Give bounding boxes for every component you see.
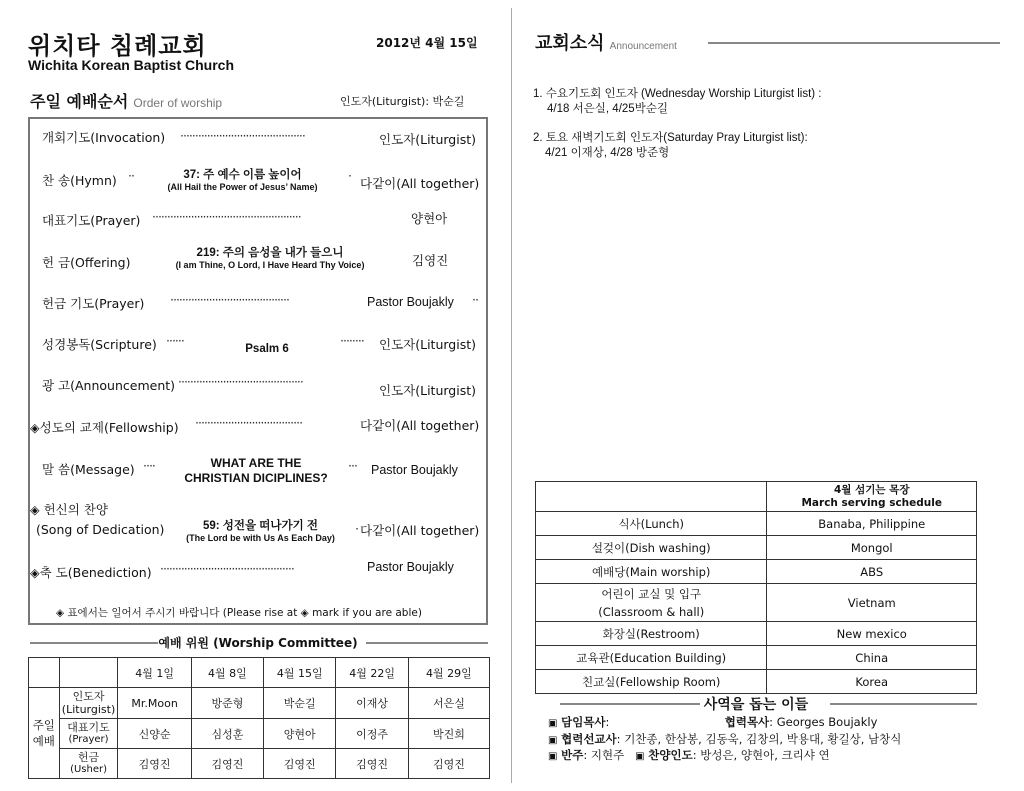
leader-dots: ·· xyxy=(128,168,134,183)
hymn-title: 37: 주 예수 이름 높이어 (All Hail the Power of Jesus’ Name) xyxy=(167,169,318,192)
table-row xyxy=(29,658,490,688)
divider-line xyxy=(366,642,488,644)
order-item-scripture-leader: 인도자(Liturgist) xyxy=(379,337,476,352)
order-item-prayer-leader: 양현아 xyxy=(411,211,448,226)
table-row: 화장실(Restroom) New mexico xyxy=(536,622,977,646)
table-row xyxy=(536,482,977,512)
table-row: 친교실(Fellowship Room) Korea xyxy=(536,670,977,694)
leader-dots: · xyxy=(348,168,351,183)
dedication-hymn-title: 59: 성전을 떠나가기 전 (The Lord be with Us As Each Day) xyxy=(186,520,335,543)
order-item-invocation: 개회기도(Invocation) xyxy=(42,130,166,145)
leader-dots: ···· xyxy=(143,458,155,473)
order-item-offering-prayer-leader: Pastor Boujakly xyxy=(367,295,454,309)
square-bullet-icon: ▣ xyxy=(548,751,558,762)
church-title-korean: 위치타 침례교회 xyxy=(28,32,207,60)
news-heading xyxy=(535,29,1000,55)
order-item-benediction-leader: Pastor Boujakly xyxy=(367,560,454,574)
date-header: 4월 29일 xyxy=(408,658,489,688)
order-item-hymn: 찬 송(Hymn) xyxy=(42,173,117,188)
order-heading-ko: 주일 예배순서 xyxy=(30,92,129,111)
order-item-announcement-leader: 인도자(Liturgist) xyxy=(379,383,476,398)
order-item-offering-prayer: 헌금 기도(Prayer) xyxy=(42,296,145,311)
order-item-fellowship: ◈성도의 교제(Fellowship) xyxy=(30,420,179,435)
order-item-dedication: ◈ 헌신의 찬양 xyxy=(30,502,108,517)
order-of-worship-box xyxy=(28,117,488,625)
leader-dots: ········································ xyxy=(170,292,289,307)
square-bullet-icon: ▣ xyxy=(635,751,645,762)
offering-hymn-title: 219: 주의 음성을 내가 들으니 (I am Thine, O Lord, I Have Heard Thy Voice) xyxy=(175,247,365,270)
order-item-message: 말 씀(Message) xyxy=(42,462,135,477)
table-row: 설겆이(Dish washing) Mongol xyxy=(536,536,977,560)
rise-note: ◈ 표에서는 일어서 주시기 바랍니다 (Please rise at ◈ mark if you are able) xyxy=(56,607,422,619)
role-label: 인도자(Liturgist) xyxy=(59,688,118,719)
ministry-heading: 사역을 돕는 이들 xyxy=(535,694,977,712)
worship-committee-heading: 예배 위원 (Worship Committee) xyxy=(28,634,488,650)
order-heading xyxy=(30,89,222,112)
table-row: 주일 예배 인도자(Liturgist) Mr.Moon 방준형 박순길 이재상 서은실 xyxy=(29,688,490,719)
leader-dots: ············································· xyxy=(160,561,294,576)
table-row: 어린이 교실 및 입구 (Classroom & hall) Vietnam xyxy=(536,584,977,622)
divider-line xyxy=(708,42,1000,44)
order-item-prayer: 대표기도(Prayer) xyxy=(42,213,141,228)
news-heading-ko: 교회소식 xyxy=(535,33,605,54)
order-item-dedication-leader: 다같이(All together) xyxy=(360,523,480,538)
leader-dots: ·················································· xyxy=(152,209,301,224)
list-item: 1. 수요기도회 인도자 (Wednesday Worship Liturgist list) : 4/18 서은실, 4/25박순길 xyxy=(533,88,822,115)
leader-dots: ···································· xyxy=(195,415,303,430)
church-title-english: Wichita Korean Baptist Church xyxy=(28,57,235,73)
order-item-fellowship-leader: 다같이(All together) xyxy=(360,418,480,433)
ministry-list xyxy=(548,715,901,765)
order-item-message-leader: Pastor Boujakly xyxy=(371,463,458,477)
order-item-offering: 헌 금(Offering) xyxy=(42,255,131,270)
table-row: 교육관(Education Building) China xyxy=(536,646,977,670)
sermon-title: WHAT ARE THE CHRISTIAN DICIPLINES? xyxy=(184,456,328,485)
leader-dots: ·· xyxy=(472,292,478,307)
leader-dots: · xyxy=(355,521,358,536)
news-heading-en: Announcement xyxy=(609,41,677,52)
date-header: 4월 1일 xyxy=(118,658,191,688)
order-item-dedication-en: (Song of Dedication) xyxy=(36,522,165,537)
bulletin-date: 2012년 4월 15일 xyxy=(376,36,478,50)
list-item: 2. 토요 새벽기도회 인도자(Saturday Pray Liturgist list): 4/21 이재상, 4/28 방준형 xyxy=(533,132,808,159)
order-item-invocation-leader: 인도자(Liturgist) xyxy=(379,132,476,147)
serving-schedule-table xyxy=(535,481,977,694)
leader-dots: ······ xyxy=(166,333,184,348)
list-item: ▣ 반주: 지현주 ▣ 찬양인도: 방성은, 양현아, 크리샤 연 xyxy=(548,748,830,762)
order-item-scripture: 성경봉독(Scripture) xyxy=(42,337,157,352)
date-header: 4월 8일 xyxy=(191,658,263,688)
liturgist-note: 인도자(Liturgist): 박순길 xyxy=(340,95,465,108)
group-label: 주일 예배 xyxy=(29,688,60,779)
date-header: 4월 15일 xyxy=(264,658,336,688)
list-item: ▣ 담임목사: 협력목사: Georges Boujakly xyxy=(548,715,878,729)
role-label: 대표기도 (Prayer) xyxy=(59,719,118,749)
list-item: ▣ 협력선교사: 기찬종, 한삼봉, 김동욱, 김창의, 박용대, 황길상, 남창식 xyxy=(548,731,902,746)
table-row: 식사(Lunch) Banaba, Philippine xyxy=(536,512,977,536)
worship-committee-table xyxy=(28,657,490,779)
order-item-offering-leader: 김영진 xyxy=(412,253,449,268)
table-row: 대표기도 (Prayer) 신양순 심성훈 양현아 이정주 박진희 xyxy=(29,719,490,749)
order-heading-en: Order of worship xyxy=(133,96,223,110)
leader-dots: ·········································· xyxy=(178,374,303,389)
page-fold-divider xyxy=(511,8,512,783)
role-label: 헌금 (Usher) xyxy=(59,749,118,779)
schedule-header: 4월 섬기는 목장 March serving schedule xyxy=(767,482,977,512)
table-row: 예배당(Main worship) ABS xyxy=(536,560,977,584)
news-list xyxy=(533,87,822,161)
date-header: 4월 22일 xyxy=(336,658,408,688)
square-bullet-icon: ▣ xyxy=(548,718,558,729)
leader-dots: ········ xyxy=(340,333,364,348)
leader-dots: ·········································· xyxy=(180,128,305,143)
scripture-reference: Psalm 6 xyxy=(245,343,289,355)
order-item-hymn-leader: 다같이(All together) xyxy=(360,176,480,191)
leader-dots: ··· xyxy=(348,458,357,473)
table-row: 헌금 (Usher) 김영진 김영진 김영진 김영진 김영진 xyxy=(29,749,490,779)
order-item-announcement: 광 고(Announcement) xyxy=(42,378,176,393)
order-item-benediction: ◈축 도(Benediction) xyxy=(30,565,152,580)
square-bullet-icon: ▣ xyxy=(548,734,558,746)
divider-line xyxy=(830,703,977,705)
